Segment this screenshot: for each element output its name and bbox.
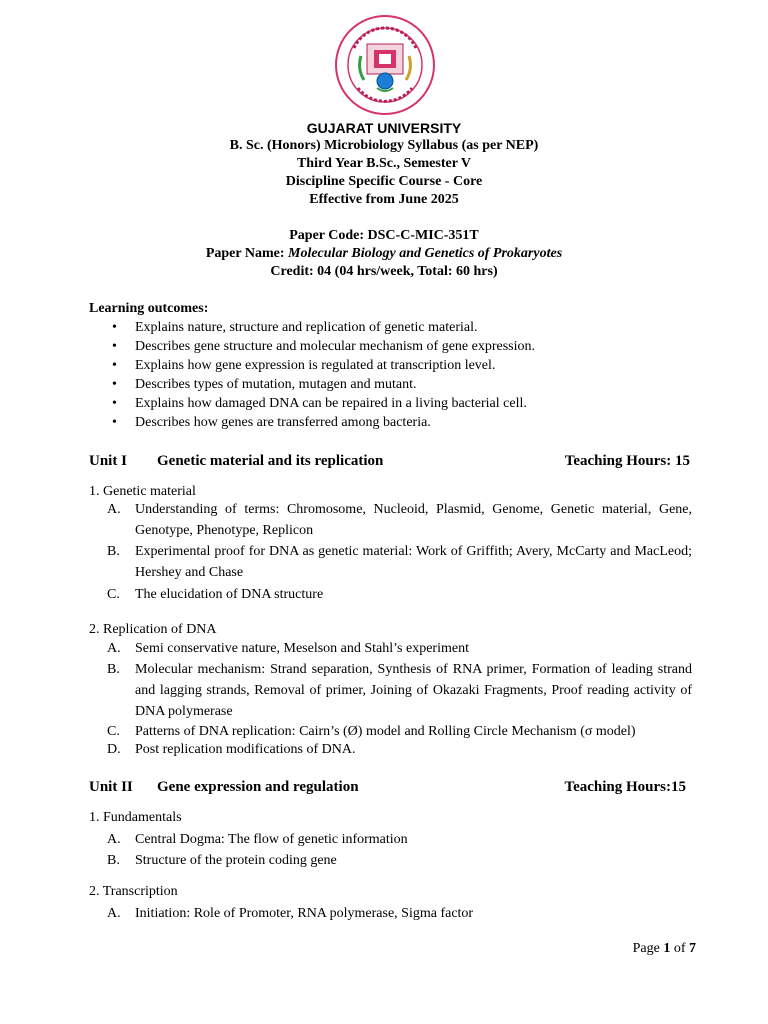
list-item: • Explains how gene expression is regulated at transcription level. [112,358,496,373]
list-item: • Describes types of mutation, mutagen and mutant. [112,377,417,392]
item-text: Molecular mechanism: Strand separation, Synthesis of RNA primer, Formation of leading strand and lagging strands, Removal of primer, Joining of Okazaki Fragments, Proof reading activity of DNA polymerase [135,662,692,719]
effective-date: Effective from June 2025 [309,192,459,207]
page-label: Page [632,941,660,956]
item-label: C. [107,587,120,602]
university-seal-logo [334,14,436,116]
learning-outcomes-title: Learning outcomes: [89,301,209,316]
list-item [107,541,692,583]
learning-outcomes-list [112,318,535,432]
item-text: Understanding of terms: Chromosome, Nucleoid, Plasmid, Genome, Genetic material, Gene, Genotype, Phenotype, Replicon [135,502,692,538]
item-label: B. [107,853,120,868]
year-semester: Third Year B.Sc., Semester V [296,156,472,171]
item-label: D. [107,742,121,757]
item-text: Patterns of DNA replication: Cairn’s (Ø) model and Rolling Circle Mechanism (σ model) [135,724,636,739]
list-item [107,659,692,722]
list-item-text: Describes how genes are transferred among bacteria. [135,415,431,430]
list-item-text: Explains how damaged DNA can be repaired in a living bacterial cell. [135,396,527,411]
item-text: Initiation: Role of Promoter, RNA polymerase, Sigma factor [135,906,474,921]
unit-title: Gene expression and regulation [157,779,359,795]
list-item [107,638,692,659]
credit-info: Credit: 04 (04 hrs/week, Total: 60 hrs) [270,264,498,279]
item-text: Central Dogma: The flow of genetic information [135,832,408,847]
list-item [107,850,692,871]
teaching-hours: Teaching Hours: 15 [564,453,690,469]
paper-code: Paper Code: DSC-C-MIC-351T [289,228,479,243]
of-label: of [673,941,686,956]
item-text: The elucidation of DNA structure [135,587,324,602]
item-text: Post replication modifications of DNA. [135,742,356,757]
list-item: • Describes how genes are transferred among bacteria. [112,415,431,430]
item-label: B. [107,544,120,559]
item-text: Experimental proof for DNA as genetic material: Work of Griffith; Avery, McCarty and MacLeod; Hershey and Chase [135,544,692,580]
list-item: • Explains how damaged DNA can be repaired in a living bacterial cell. [112,396,527,411]
total-pages: 7 [689,941,696,956]
paper-name: Molecular Biology and Genetics of Prokaryotes [288,246,563,261]
teaching-hours: Teaching Hours:15 [564,779,686,795]
current-page: 1 [663,941,671,956]
item-label: B. [107,662,120,677]
list-item [107,829,692,850]
list-item-text: Describes types of mutation, mutagen and mutant. [135,377,417,392]
list-item-text: Explains nature, structure and replication of genetic material. [135,320,478,335]
unit-number: Unit I [89,453,127,469]
list-item [107,739,692,760]
list-item [107,499,692,541]
list-item [107,584,692,605]
item-label: A. [107,641,121,656]
unit-number: Unit II [89,779,133,795]
list-item-text: Describes gene structure and molecular mechanism of gene expression. [135,339,536,354]
syllabus-title: B. Sc. (Honors) Microbiology Syllabus (as per NEP) [229,138,539,153]
list-item: • Describes gene structure and molecular mechanism of gene expression. [112,339,536,354]
item-text: Semi conservative nature, Meselson and Stahl’s experiment [135,641,469,656]
paper-name-label: Paper Name: [205,246,285,261]
item-label: A. [107,906,121,921]
paper-name-line [0,246,768,262]
list-item [107,903,692,924]
list-item-text: Explains how gene expression is regulated at transcription level. [135,358,496,373]
university-name: GUJARAT UNIVERSITY [306,120,462,136]
section-heading: 1. Genetic material [89,484,196,499]
page-number [633,941,696,957]
unit-title: Genetic material and its replication [157,453,384,469]
course-type: Discipline Specific Course - Core [285,174,483,189]
item-label: A. [107,832,121,847]
item-label: A. [107,502,121,517]
section-heading: 1. Fundamentals [89,810,182,825]
list-item: • Explains nature, structure and replication of genetic material. [112,320,478,335]
item-text: Structure of the protein coding gene [135,853,337,868]
section-heading: 2. Transcription [89,884,178,899]
section-heading: 2. Replication of DNA [89,622,217,637]
item-label: C. [107,724,120,739]
